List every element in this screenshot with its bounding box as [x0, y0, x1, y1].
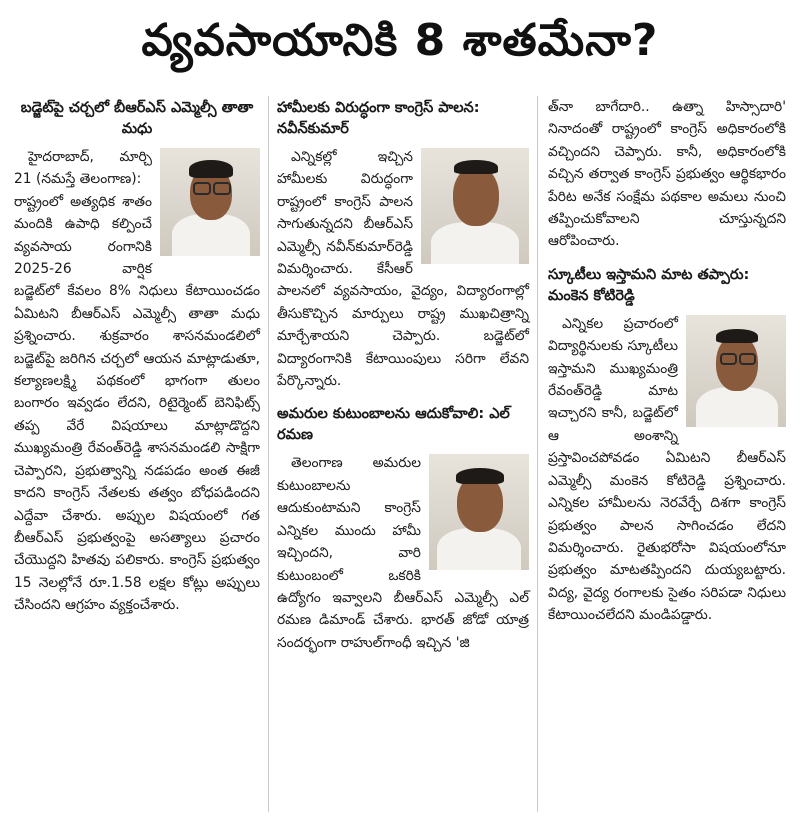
article-2-body: ఎన్నికల్లో ఇచ్చిన హామీలకు విరుద్ధంగా రాష్ట్రంలో కాంగ్రెస్ పాలన సాగుతున్నదని బీఆర్‌ఎస్ ఎమ్మెల్సీ నవీన్‌కుమార్‌రెడ్డి విమర్శించారు. కేసీఆర్ పాలనలో వ్యవసాయం, వైద్యం, విద్యారంగాల్లో తీసుకొచ్చిన మార్పులు రాష్ట్ర ముఖచిత్రాన్ని మార్చేశాయని చెప్పారు. బడ్జెట్‌లో విద్యారంగానికి కేటాయింపులు సరిగా లేవని పేర్కొన్నారు.: [277, 149, 529, 390]
article-4-subhead: స్కూటీలు ఇస్తామని మాట తప్పారు: మంకెన కోటిరెడ్డి: [548, 266, 750, 304]
article-3-subhead: అమరుల కుటుంబాలను ఆదుకోవాలి: ఎల్ రమణ: [277, 406, 510, 444]
article-4-body: ఎన్నికల ప్రచారంలో విద్యార్థినులకు స్కూటీలు ఇస్తామని ముఖ్యమంత్రి రేవంత్‌రెడ్డి మాట ఇచ్చారని కానీ, బడ్జెట్‌లో ఆ అంశాన్ని ప్రస్తావించపోవడం ఏమిటని బీఆర్‌ఎస్ ఎమ్మెల్సీ మంకెన కోటిరెడ్డి ప్రశ్నించారు. ఎన్నికల హామీలను నెరవేర్చే దిశగా కాంగ్రెస్ ప్రభుత్వం పాలన సాగించడం లేదని విమర్శించారు. రైతుభరోసా విషయంలోనూ ప్రభుత్వం మాటతప్పిందని దుయ్యబట్టారు. విద్య, వైద్య రంగాలకు సైతం సరిపడా నిధులు కేటాయించలేదని మండిపడ్డారు.: [548, 315, 786, 624]
portrait-tata-madhu: [160, 148, 260, 256]
article-3-body: తెలంగాణ అమరుల కుటుంబాలను ఆదుకుంటామని కాంగ్రెస్ ఎన్నికల ముందు హామీ ఇచ్చిందని, వారి కుటుంబంలో ఒకరికి ఉద్యోగం ఇవ్వాలని బీఆర్‌ఎస్ ఎమ్మెల్సీ ఎల్ రమణ డిమాండ్ చేశారు. భారత్ జోడో యాత్ర సందర్భంగా రాహుల్‌గాంధీ ఇచ్చిన 'జి: [277, 455, 529, 651]
article-2-subhead: హామీలకు విరుద్ధంగా కాంగ్రెస్ పాలన: నవీన్‌కుమార్: [277, 100, 480, 137]
column-2: [268, 96, 538, 812]
article-3-continuation: త్‌నా బాగేదారి.. ఉత్నా హిస్సాదారి' నినాదంతో రాష్ట్రంలో కాంగ్రెస్ అధికారంలోకి వచ్చిందని చెప్పారు. కానీ, అధికారంలోకి వచ్చిన తర్వాత కాంగ్రెస్ ప్రభుత్వం ఆర్థికభారం పేరిట అనేక సంక్షేమ పథకాల అమలు నుంచి తప్పించుకోవాలని చూస్తున్నదని ఆరోపించారు.: [548, 99, 786, 250]
article-1-subhead: బడ్జెట్‌పై చర్చలో బీఆర్‌ఎస్ ఎమ్మెల్సీ తాతా మధు: [20, 100, 254, 137]
portrait-naveen-kumar: [421, 148, 529, 264]
article-1-dateline: హైదరాబాద్, మార్చి 21 (నమస్తే తెలంగాణ):: [14, 149, 152, 188]
column-1: [14, 96, 268, 812]
column-3: [538, 96, 786, 812]
portrait-l-ramana: [429, 454, 529, 570]
headline: వ్యవసాయానికి 8 శాతమేనా?: [141, 15, 659, 66]
article-columns: [14, 96, 786, 812]
portrait-mankena-koti-reddy: [686, 315, 786, 427]
article-1-body: రాష్ట్రంలో అత్యధిక శాతం మందికి ఉపాధి కల్పించే వ్యవసాయ రంగానికి 2025-26 వార్షిక బడ్జెట్‌లో కేవలం 8% నిధులు కేటాయించడం ఏమిటని బీఆర్‌ఎస్ ఎమ్మెల్సీ తాతా మధు ప్రశ్నించారు. శుక్రవారం శాసనమండలిలో బడ్జెట్‌పై జరిగిన చర్చలో ఆయన మాట్లాడుతూ, కల్యాణలక్ష్మి పథకంలో భాగంగా తులం బంగారం ఇవ్వడం లేదని, రిటైర్మెంట్ బెనిఫిట్స్ తప్ప వేరే విషయాలు మాట్లాడొద్దని ముఖ్యమంత్రి రేవంత్‌రెడ్డి శాసనమండలి సాక్షిగా చెప్పారని, ప్రభుత్వాన్ని నడపడం అంత ఈజీ కాదని కాంగ్రెస్ నేతలకు తత్వం బోధపడిందని ఎద్దేవా చేశారు. అప్పుల విషయంలో గత బీఆర్‌ఎస్ ప్రభుత్వంపై అసత్యాలు ప్రచారం చేయొద్దని హితవు పలికారు. కాంగ్రెస్ ప్రభుత్వం 15 నెలల్లోనే రూ.1.58 లక్షల కోట్లు అప్పులు చేసిందని ఆగ్రహం వ్యక్తంచేశారు.: [14, 193, 260, 614]
